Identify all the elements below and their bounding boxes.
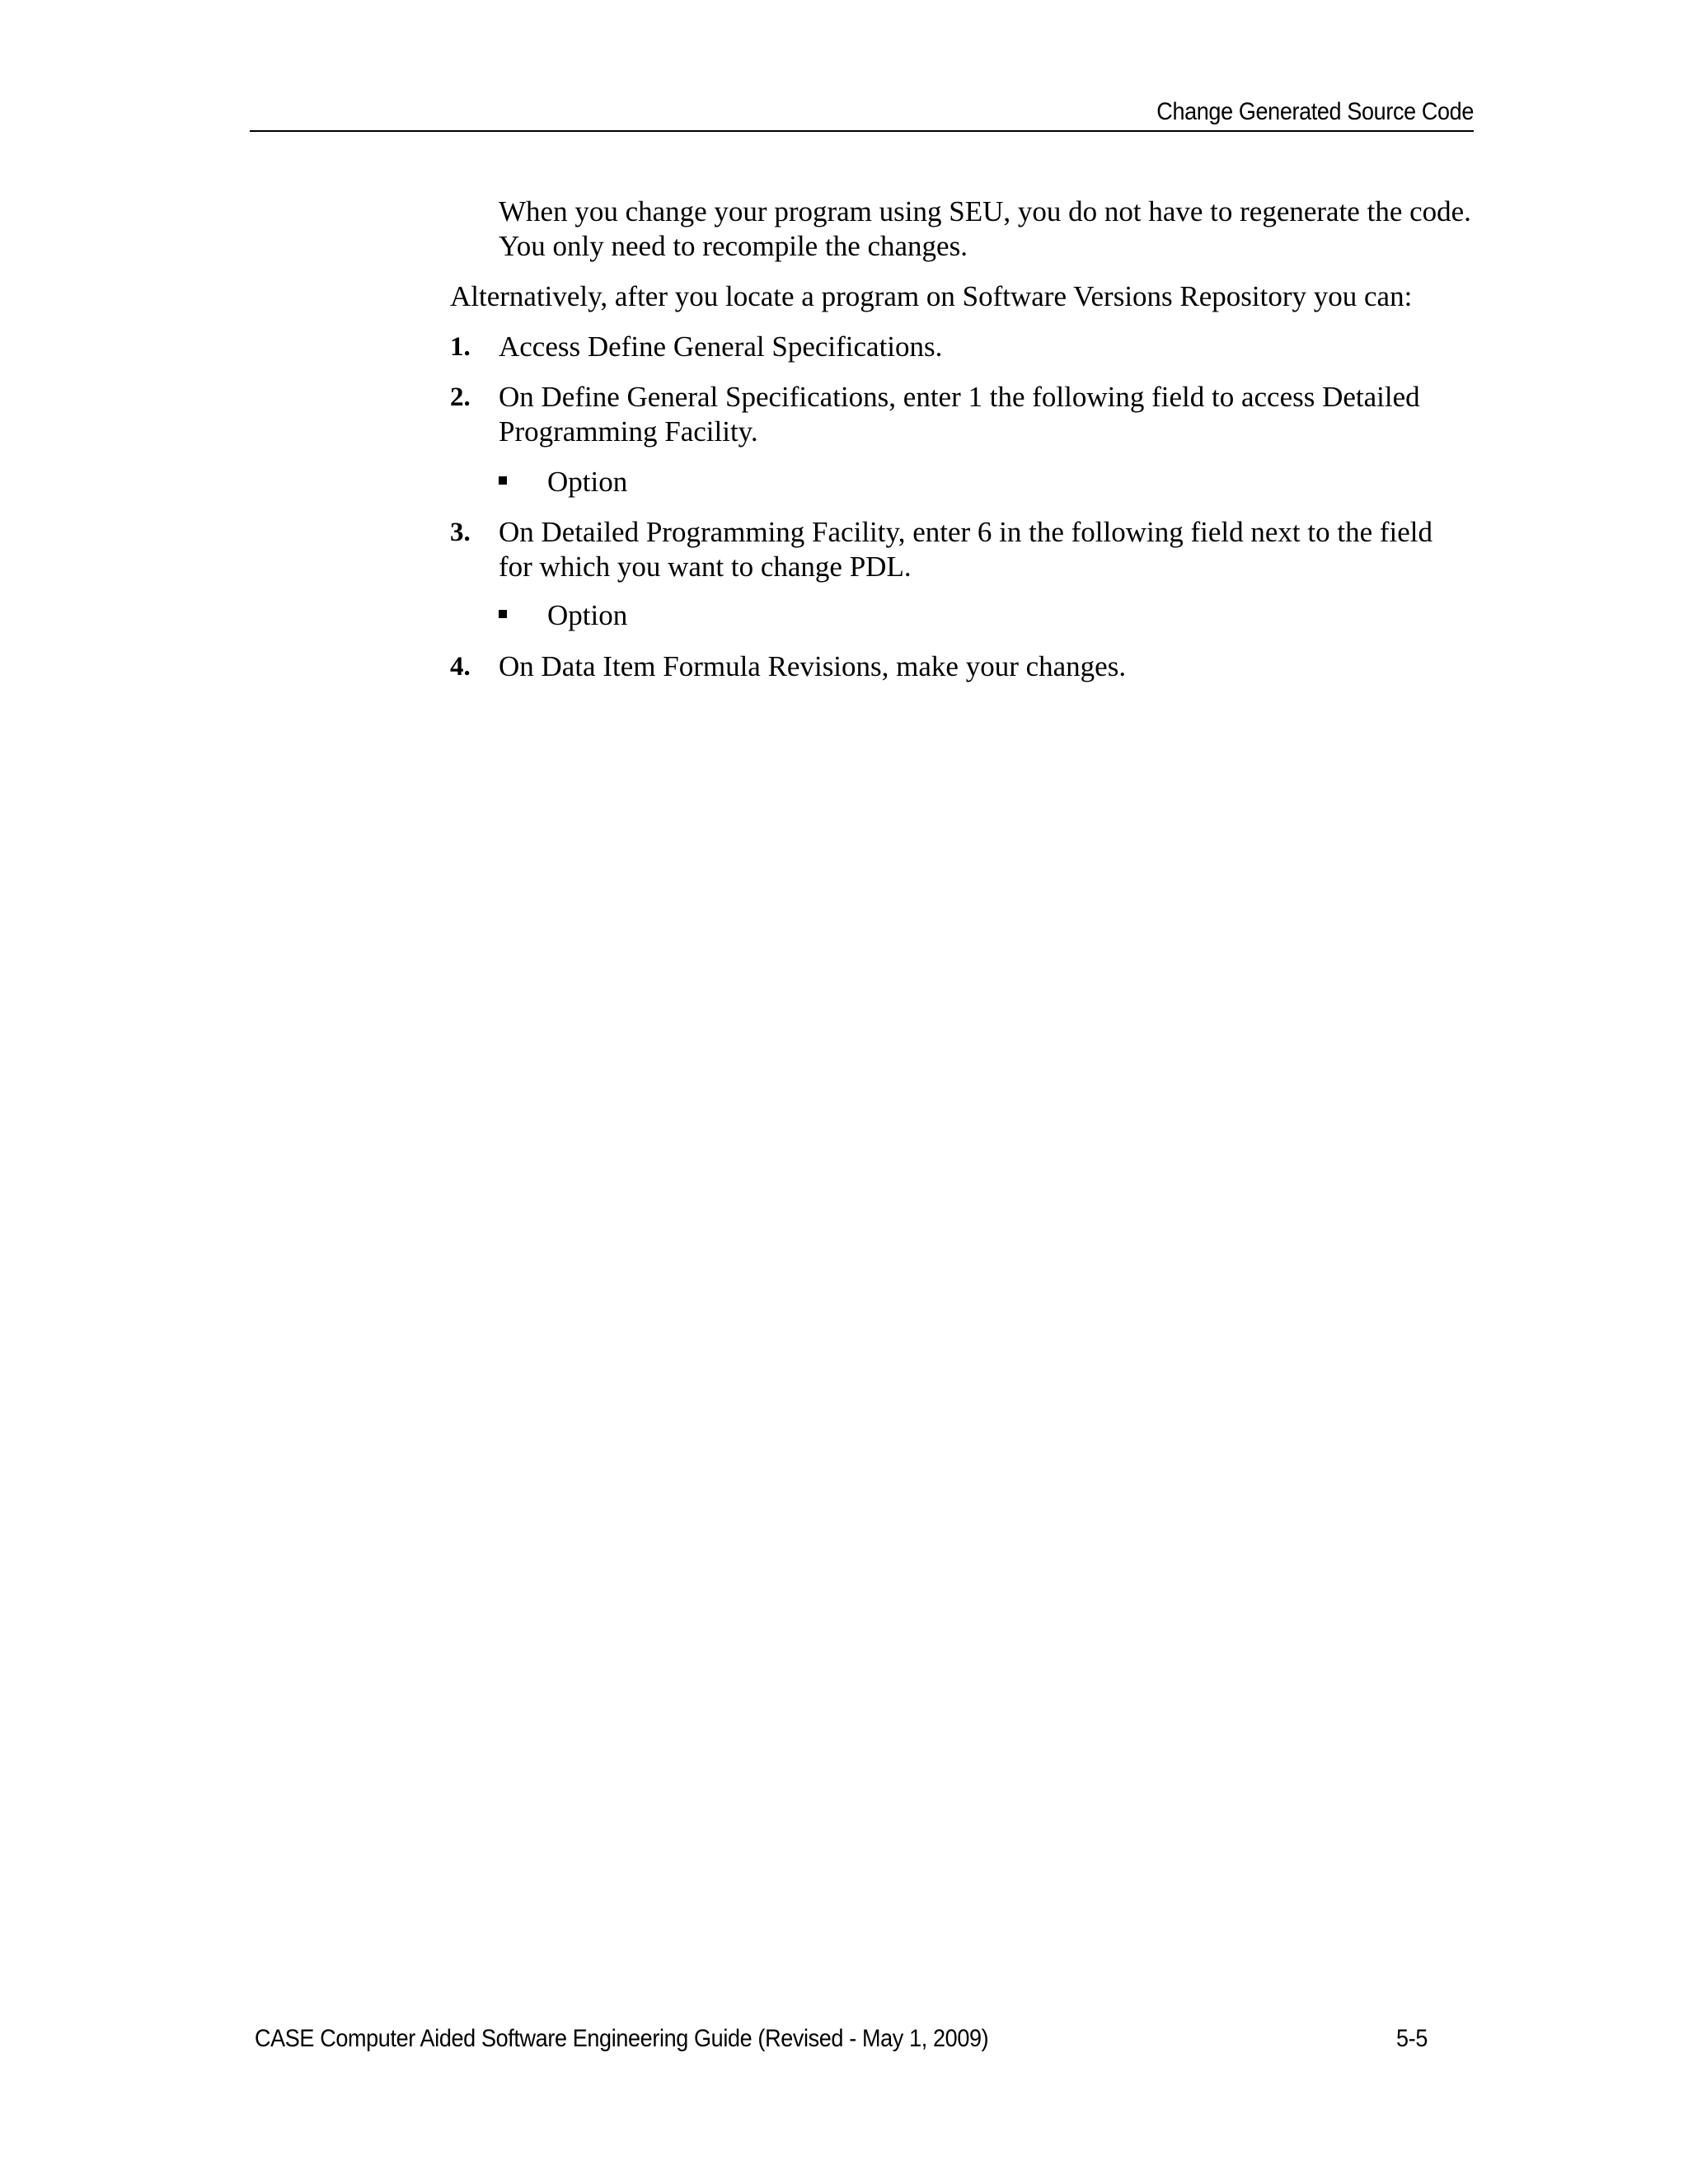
bullet-text: Option bbox=[547, 599, 628, 631]
bullet-text: Option bbox=[547, 466, 628, 498]
step-text: On Detailed Programming Facility, enter 6 in the following field next to the field for which you want to change PDL. bbox=[499, 516, 1433, 583]
footer-page-number: 5-5 bbox=[1396, 2025, 1428, 2052]
step-number: 2. bbox=[450, 382, 471, 412]
header-divider bbox=[250, 130, 1474, 132]
running-header-title: Change Generated Source Code bbox=[1156, 98, 1474, 125]
footer-guide-title: CASE Computer Aided Software Engineering Guide (Revised - May 1, 2009) bbox=[255, 2025, 989, 2052]
square-bullet-icon bbox=[499, 610, 507, 618]
step-number: 4. bbox=[450, 652, 471, 682]
step-text: On Data Item Formula Revisions, make your changes. bbox=[499, 650, 1127, 682]
step-text: On Define General Specifications, enter 1 the following field to access Detailed Programming Facility. bbox=[499, 381, 1420, 448]
square-bullet-icon bbox=[499, 476, 507, 485]
step-number: 3. bbox=[450, 518, 471, 547]
step-number: 1. bbox=[450, 332, 471, 362]
seu-note-paragraph: When you change your program using SEU, you do not have to regenerate the code. You only need to recompile the changes. bbox=[499, 195, 1471, 262]
step-text: Access Define General Specifications. bbox=[499, 330, 943, 363]
intro-paragraph: Alternatively, after you locate a program on Software Versions Repository you can: bbox=[450, 280, 1413, 312]
